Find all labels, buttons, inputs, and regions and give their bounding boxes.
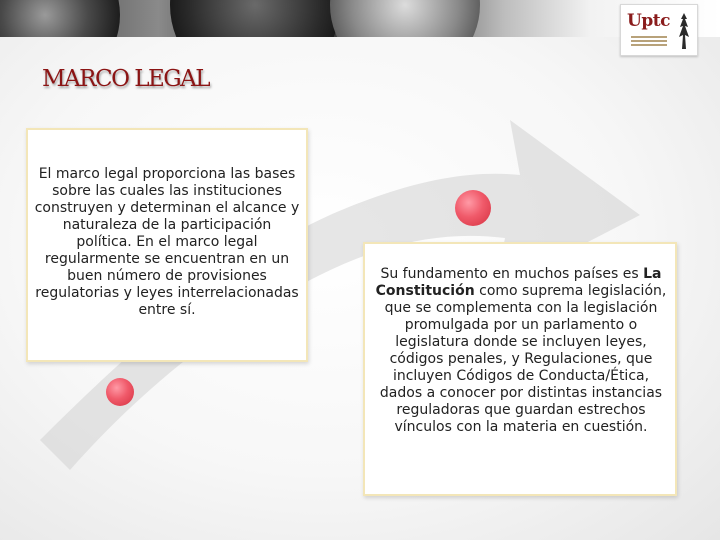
timeline-dot-top (455, 190, 491, 226)
constitution-text (371, 266, 671, 436)
timeline-dot-bottom (106, 378, 134, 406)
page-title: MARCO LEGAL (42, 66, 210, 92)
legal-framework-box (26, 128, 308, 362)
constitution-emphasis: La Constitución (375, 266, 662, 299)
logo-wordmark: Uptc (627, 11, 670, 31)
constitution-box (363, 242, 677, 496)
constitution-text-after: como suprema legislación, que se complementa con la legislación promulgada por un parlamento o legislatura donde se incluyen leyes, códigos penales, y Regulaciones, que incluyen Códigos de Conducta/Ética, dados a conocer por distintas instancias reguladoras que guardan estrechos vínculos con la materia en cuestión. (379, 283, 667, 435)
legal-framework-text: El marco legal proporciona las bases sobre las cuales las instituciones construyen y determinan el alcance y naturaleza de la participación política. En el marco legal regularmente se encuentran en un buen número de provisiones regulatorias y leyes interrelacionadas entre sí. (34, 166, 300, 318)
constitution-text-before: Su fundamento en muchos países es (380, 266, 644, 282)
